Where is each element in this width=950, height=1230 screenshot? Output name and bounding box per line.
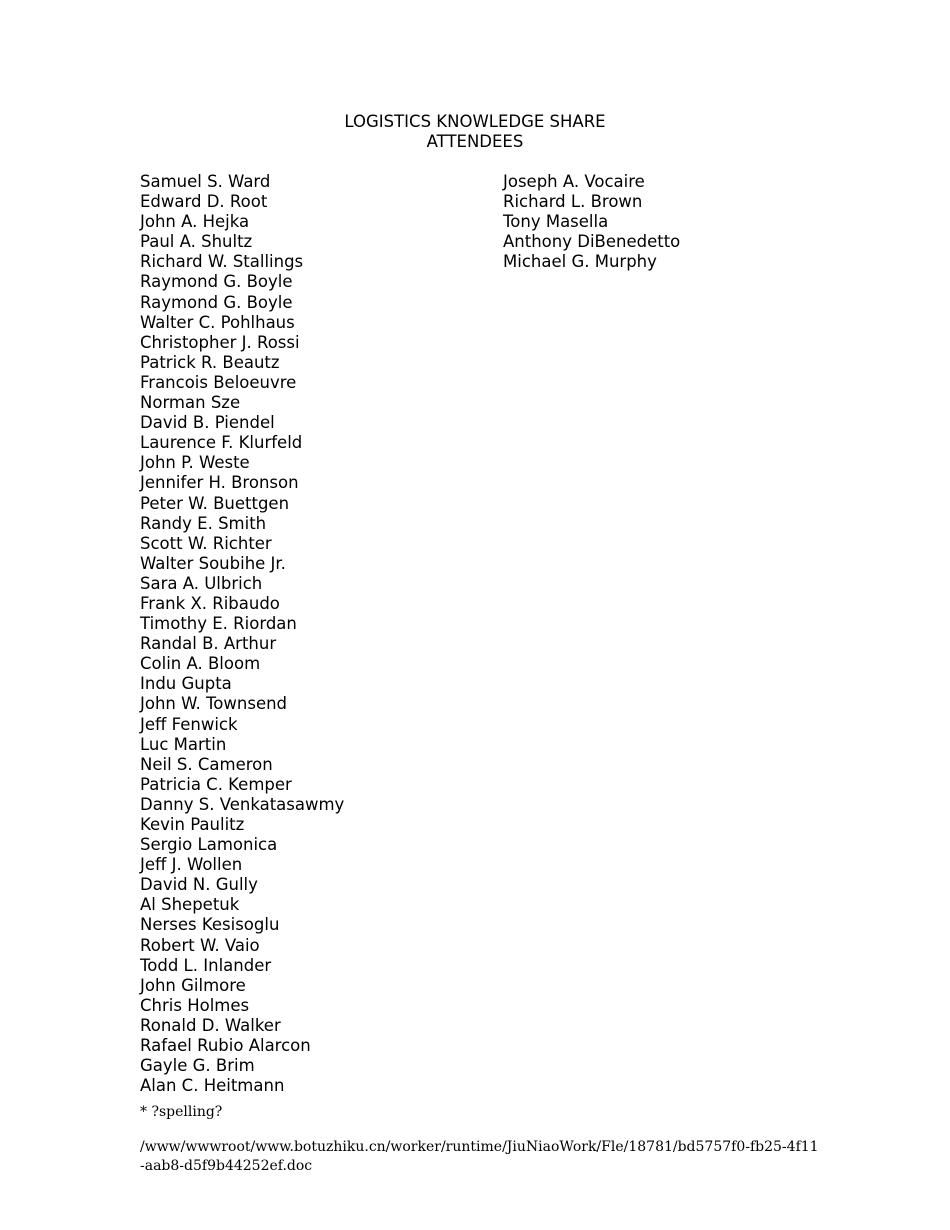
attendee-name: David N. Gully	[140, 875, 258, 895]
attendee-name: John A. Hejka	[140, 212, 250, 232]
attendee-list-right	[503, 172, 680, 272]
attendee-name: Timothy E. Riordan	[140, 614, 297, 634]
document-title: LOGISTICS KNOWLEDGE SHARE	[344, 112, 606, 131]
attendee-name: Colin A. Bloom	[140, 654, 261, 674]
attendee-name: Jeff J. Wollen	[140, 855, 243, 875]
attendee-list-left	[140, 172, 344, 1096]
attendee-name: Francois Beloeuvre	[140, 372, 297, 392]
attendee-name: Patricia C. Kemper	[140, 774, 292, 794]
attendee-name: Kevin Paulitz	[140, 815, 245, 834]
attendee-name: Robert W. Vaio	[140, 935, 260, 955]
attendee-name: Jennifer H. Bronson	[140, 473, 299, 493]
attendee-name: Rafael Rubio Alarcon	[140, 1036, 311, 1056]
attendee-name: Edward D. Root	[140, 192, 268, 212]
attendee-name: Christopher J. Rossi	[140, 332, 300, 352]
attendee-name: Chris Holmes	[140, 995, 250, 1015]
attendee-name: Alan C. Heitmann	[140, 1076, 285, 1096]
attendee-name: John P. Weste	[140, 453, 250, 473]
attendee-name: Paul A. Shultz	[140, 232, 253, 252]
attendee-name: Tony Masella	[503, 212, 609, 232]
attendee-name: Richard L. Brown	[503, 192, 643, 212]
attendee-name: John W. Townsend	[140, 694, 288, 714]
attendee-name: Patrick R. Beautz	[140, 352, 280, 372]
file-path: /www/wwwroot/www.botuzhiku.cn/worker/runtime/JiuNiaoWork/Fle/18781/bd5757f0-fb25-4f11-aab8-d5f9b44252ef.doc	[140, 1139, 819, 1174]
attendee-name: Al Shepetuk	[140, 895, 240, 915]
attendee-name: Todd L. Inlander	[140, 955, 272, 975]
attendee-name: Jeff Fenwick	[140, 714, 238, 734]
attendee-name: John Gilmore	[140, 975, 246, 995]
attendee-name: Neil S. Cameron	[140, 754, 273, 774]
attendee-name: Nerses Kesisoglu	[140, 915, 280, 935]
attendee-name: Walter Soubihe Jr.	[140, 553, 286, 573]
attendee-name: Michael G. Murphy	[503, 252, 657, 272]
attendee-name: Laurence F. Klurfeld	[140, 433, 303, 453]
attendee-name: Ronald D. Walker	[140, 1015, 281, 1035]
attendee-name: David B. Piendel	[140, 413, 275, 433]
attendee-name: Walter C. Pohlhaus	[140, 312, 295, 332]
attendee-name: Raymond G. Boyle	[140, 272, 293, 292]
document-subtitle: ATTENDEES	[426, 132, 524, 151]
attendee-name: Richard W. Stallings	[140, 252, 304, 272]
attendee-name: Danny S. Venkatasawmy	[140, 794, 345, 814]
spelling-footnote: * ?spelling?	[140, 1104, 223, 1120]
attendee-name: Samuel S. Ward	[140, 172, 271, 191]
attendee-name: Scott W. Richter	[140, 533, 272, 553]
attendee-name: Anthony DiBenedetto	[503, 232, 681, 252]
attendee-name: Raymond G. Boyle	[140, 292, 293, 312]
attendee-name: Joseph A. Vocaire	[503, 172, 645, 191]
attendee-name: Peter W. Buettgen	[140, 493, 290, 513]
attendee-name: Sara A. Ulbrich	[140, 573, 263, 593]
attendee-name: Norman Sze	[140, 393, 241, 413]
attendee-name: Luc Martin	[140, 734, 227, 754]
attendee-name: Randy E. Smith	[140, 513, 267, 533]
attendee-name: Indu Gupta	[140, 674, 232, 694]
attendee-name: Sergio Lamonica	[140, 835, 278, 855]
attendee-name: Randal B. Arthur	[140, 634, 277, 654]
attendee-name: Frank X. Ribaudo	[140, 593, 280, 613]
attendee-name: Gayle G. Brim	[140, 1056, 255, 1076]
